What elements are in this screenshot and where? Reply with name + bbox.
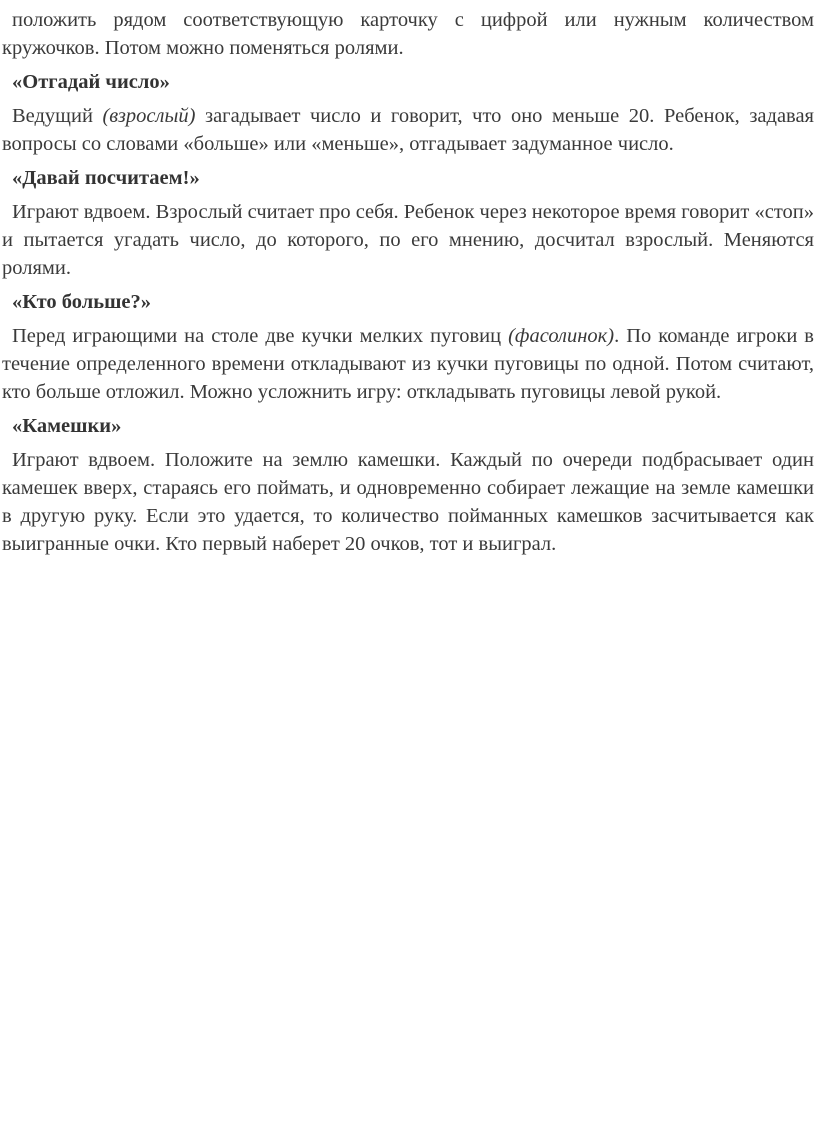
intro-paragraph: положить рядом соответствующую карточку с цифрой или нужным количеством кружочков. Потом можно поменяться ролями. [2,9,814,59]
italic-note: (взрослый) [102,105,196,127]
text-part: Перед играющими на столе две кучки мелких пуговиц [12,325,509,347]
section-text-lets-count: Играют вдвоем. Взрослый считает про себя. Ребенок через некоторое время говорит «стоп» и пытается угадать число, до которого, по его мнению, досчитал взрослый. Меняются ролями. [2,201,814,279]
section-text-who-more [2,322,814,406]
section-text-guess-number [2,102,814,158]
section-text-pebbles: Играют вдвоем. Положите на землю камешки. Каждый по очереди подбрасывает один камешек вверх, стараясь его поймать, и одновременно собирает лежащие на земле камешки в другую руку. Если это удается, то количество пойманных камешков засчитывается как выигранные очки. Кто первый наберет 20 очков, тот и выиграл. [2,449,814,555]
section-title-guess-number: «Отгадай число» [12,71,170,93]
section-title-pebbles: «Камешки» [12,415,122,437]
italic-note: (фасолинок) [508,325,615,347]
section-title-lets-count: «Давай посчитаем!» [12,167,200,189]
text-part: загадывает число и говорит, что оно меньше 20. Ребенок, задавая вопросы со словами «больше» или «меньше», отгадывает задуманное число. [2,105,814,155]
text-part: Ведущий [12,105,103,127]
text-part: . По команде игроки в течение определенного времени откладывают из кучки пуговицы по одной. Потом считают, кто больше отложил. Можно усложнить игру: откладывать пуговицы левой рукой. [2,325,814,403]
section-title-who-more: «Кто больше?» [12,291,151,313]
